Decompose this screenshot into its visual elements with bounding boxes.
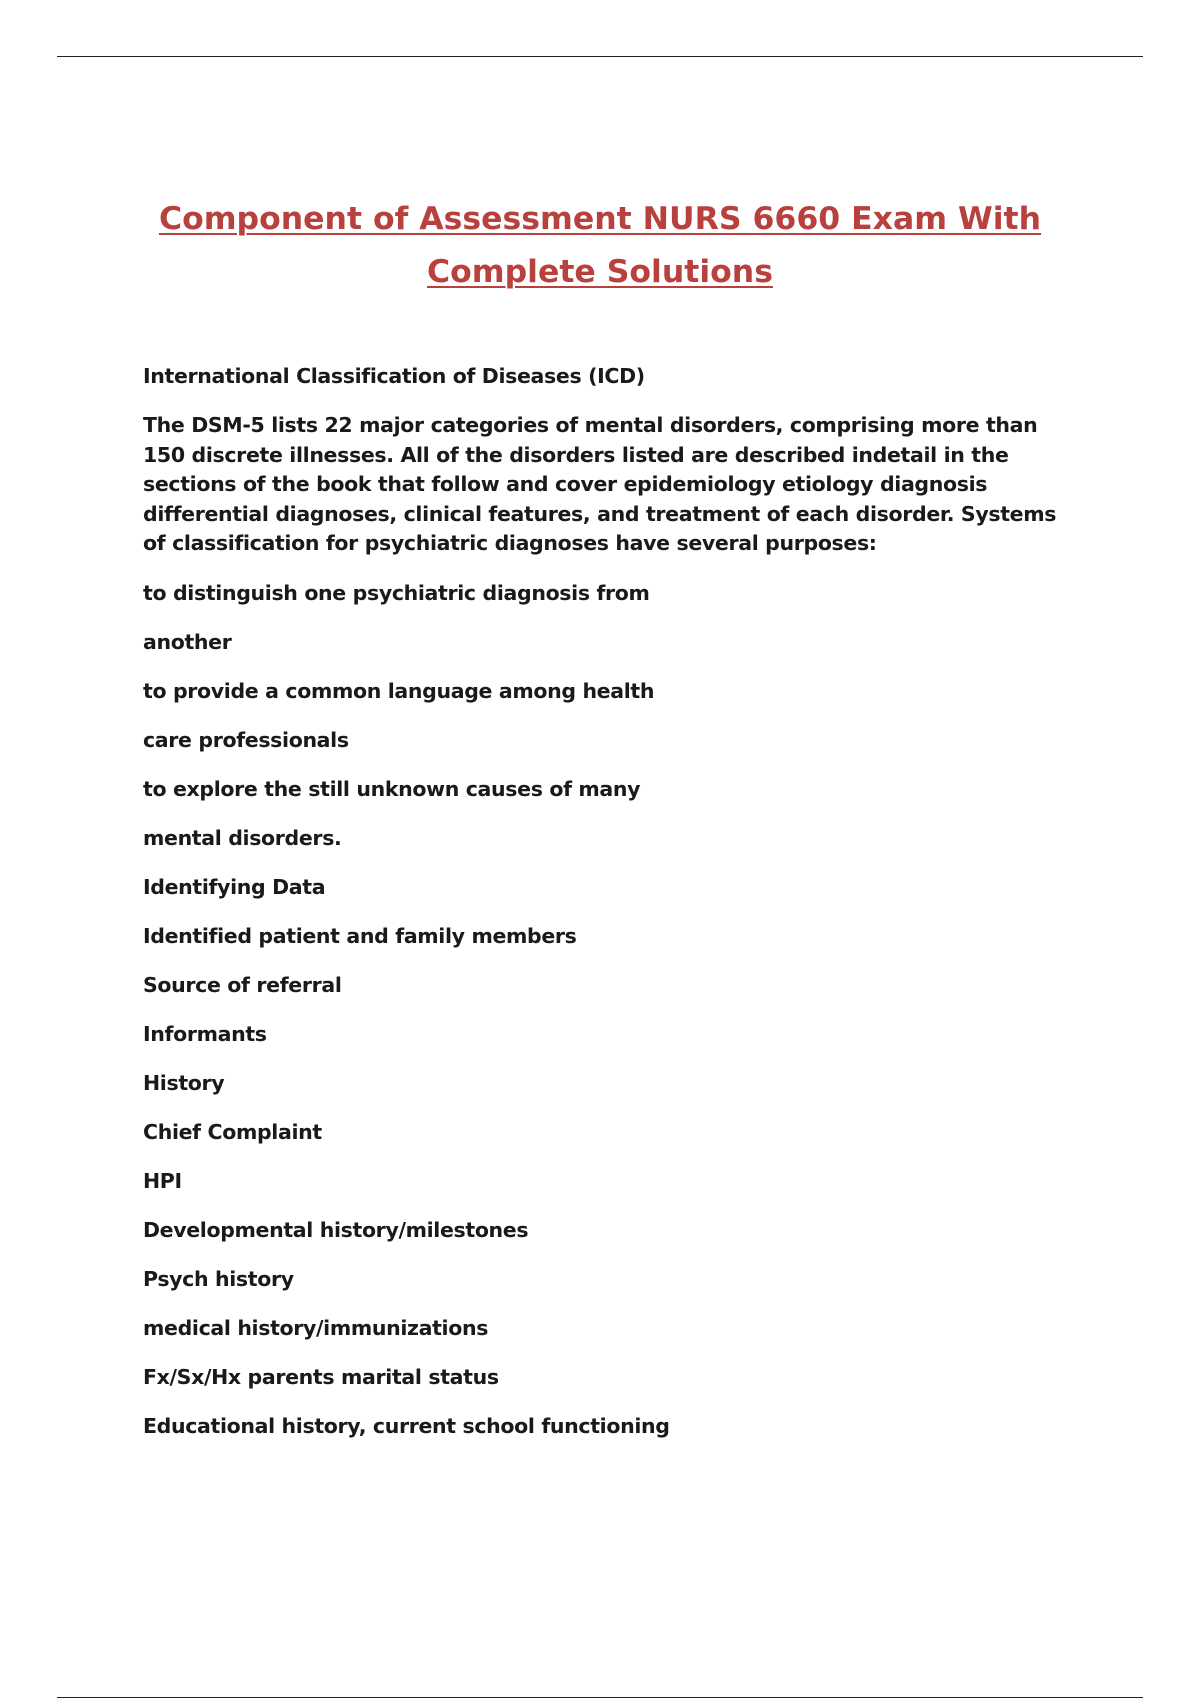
text-line: HPI: [143, 1168, 182, 1193]
text-line: History: [143, 1070, 225, 1095]
top-divider: [57, 56, 1143, 57]
text-line: Identifying Data: [143, 874, 326, 899]
document-body: [143, 362, 1083, 1461]
text-line: Chief Complaint: [143, 1119, 322, 1144]
text-line: care professionals: [143, 727, 349, 752]
title-line-1: Component of Assessment NURS 6660 Exam With: [158, 201, 1042, 237]
text-line: Developmental history/milestones: [143, 1217, 529, 1242]
text-line: another: [143, 629, 232, 654]
page-title: [0, 193, 1200, 299]
bottom-divider: [57, 1697, 1143, 1698]
title-line-2: Complete Solutions: [427, 254, 773, 290]
text-line: to distinguish one psychiatric diagnosis from: [143, 580, 650, 605]
text-line: medical history/immunizations: [143, 1315, 489, 1340]
intro-paragraph: The DSM-5 lists 22 major categories of mental disorders, comprising more than 150 discrete illnesses. All of the disorders listed are described indetail in the sections of the book that follow and cover epidemiology etiology diagnosis differential diagnoses, clinical features, and treatment of each disorder. Systems of classification for psychiatric diagnoses have several purposes:: [143, 413, 1057, 555]
section-heading: International Classification of Diseases (ICD): [143, 364, 645, 388]
text-line: Educational history, current school functioning: [143, 1413, 670, 1438]
text-line: Informants: [143, 1021, 267, 1046]
text-line: to provide a common language among health: [143, 678, 655, 703]
text-line: Source of referral: [143, 972, 342, 997]
text-line: Identified patient and family members: [143, 923, 577, 948]
text-line: to explore the still unknown causes of many: [143, 776, 641, 801]
text-line: Psych history: [143, 1266, 294, 1291]
text-line: Fx/Sx/Hx parents marital status: [143, 1364, 499, 1389]
text-line: mental disorders.: [143, 825, 342, 850]
